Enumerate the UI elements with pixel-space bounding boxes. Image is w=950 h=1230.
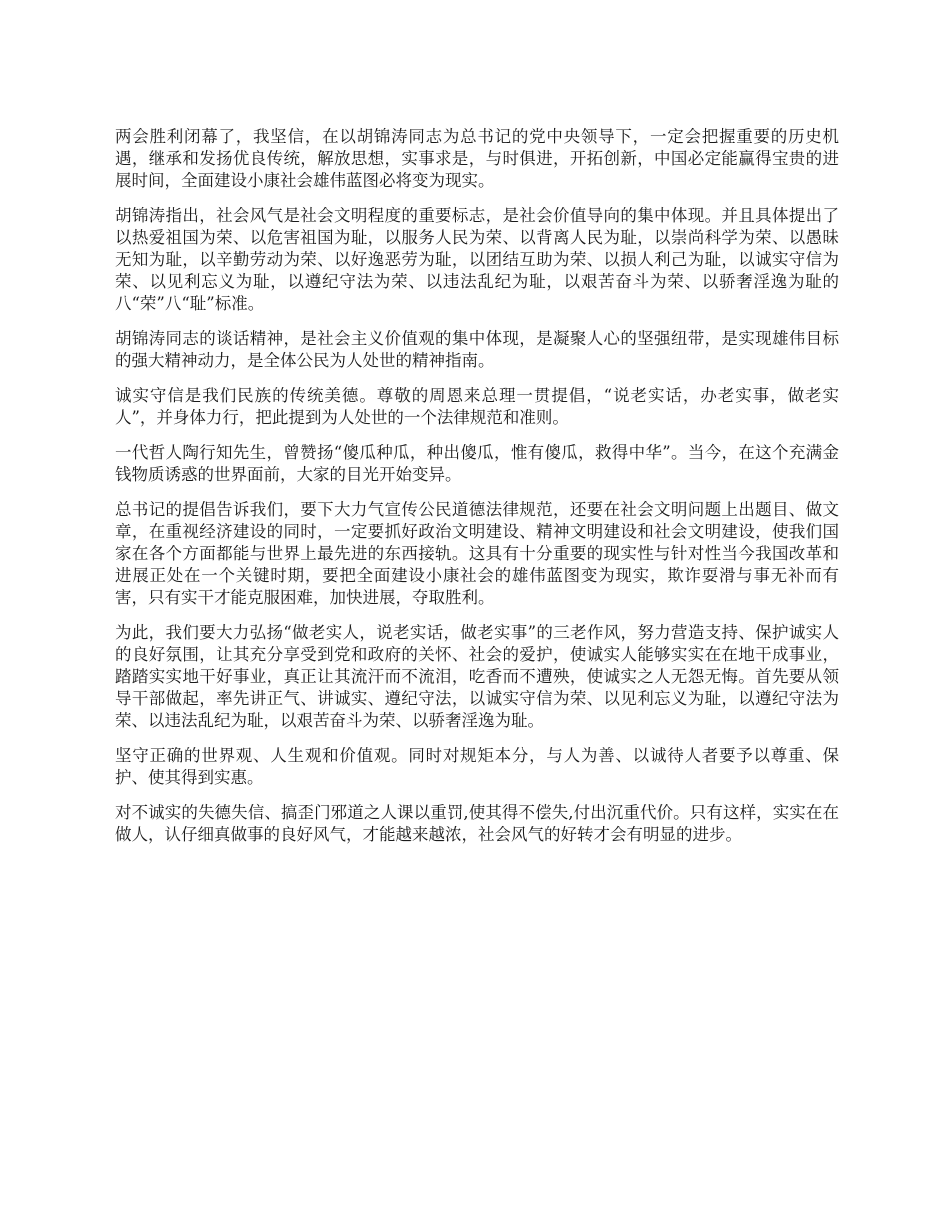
paragraph-3: 胡锦涛同志的谈话精神，是社会主义价值观的集中体现，是凝聚人心的坚强纽带，是实现雄伟目标的强大精神动力，是全体公民为人处世的精神指南。 (115, 329, 839, 370)
paragraph-9: 对不诚实的失德失信、搞歪门邪道之人课以重罚,使其得不偿失,付出沉重代价。只有这样，实实在在做人，认仔细真做事的良好风气，才能越来越浓，社会风气的好转才会有明显的进步。 (115, 803, 839, 844)
document-body (115, 126, 839, 859)
paragraph-7: 为此，我们要大力弘扬“做老实人，说老实话，做老实事”的三老作风，努力营造支持、保护诚实人的良好氛围，让其充分享受到党和政府的关怀、社会的爱护，使诚实人能够实实在在地干成事业，踏踏实实地干好事业，真正让其流汗而不流泪，吃香而不遭殃，使诚实之人无怨无悔。首先要从领导干部做起，率先讲正气、讲诚实、遵纪守法，以诚实守信为荣、以见利忘义为耻，以遵纪守法为荣、以违法乱纪为耻，以艰苦奋斗为荣、以骄奢淫逸为耻。 (115, 623, 839, 730)
paragraph-6: 总书记的提倡告诉我们，要下大力气宣传公民道德法律规范，还要在社会文明问题上出题目、做文章，在重视经济建设的同时，一定要抓好政治文明建设、精神文明建设和社会文明建设，使我们国家在各个方面都能与世界上最先进的东西接轨。这具有十分重要的现实性与针对性当今我国改革和进展正处在一个关键时期，要把全面建设小康社会的雄伟蓝图变为现实，欺诈耍滑与事无补而有害，只有实干才能克服困难，加快进展，夺取胜利。 (115, 500, 839, 607)
paragraph-2: 胡锦涛指出，社会风气是社会文明程度的重要标志，是社会价值导向的集中体现。并且具体提出了以热爱祖国为荣、以危害祖国为耻，以服务人民为荣、以背离人民为耻，以崇尚科学为荣、以愚昧无知为耻，以辛勤劳动为荣、以好逸恶劳为耻，以团结互助为荣、以损人利己为耻，以诚实守信为荣、以见利忘义为耻，以遵纪守法为荣、以违法乱纪为耻，以艰苦奋斗为荣、以骄奢淫逸为耻的八“荣”八“耻”标准。 (115, 206, 839, 313)
paragraph-8: 坚守正确的世界观、人生观和价值观。同时对规矩本分，与人为善、以诚待人者要予以尊重、保护、使其得到实惠。 (115, 746, 839, 787)
paragraph-1: 两会胜利闭幕了，我坚信，在以胡锦涛同志为总书记的党中央领导下，一定会把握重要的历史机遇，继承和发扬优良传统，解放思想，实事求是，与时俱进，开拓创新，中国必定能赢得宝贵的进展时间，全面建设小康社会雄伟蓝图必将变为现实。 (115, 127, 839, 190)
paragraph-5: 一代哲人陶行知先生，曾赞扬“傻瓜种瓜，种出傻瓜，惟有傻瓜，救得中华”。当今，在这个充满金钱物质诱惑的世界面前，大家的目光开始变异。 (115, 443, 839, 484)
paragraph-4: 诚实守信是我们民族的传统美德。尊敬的周恩来总理一贯提倡，“说老实话，办老实事，做老实人”，并身体力行，把此提到为人处世的一个法律规范和准则。 (115, 386, 839, 427)
